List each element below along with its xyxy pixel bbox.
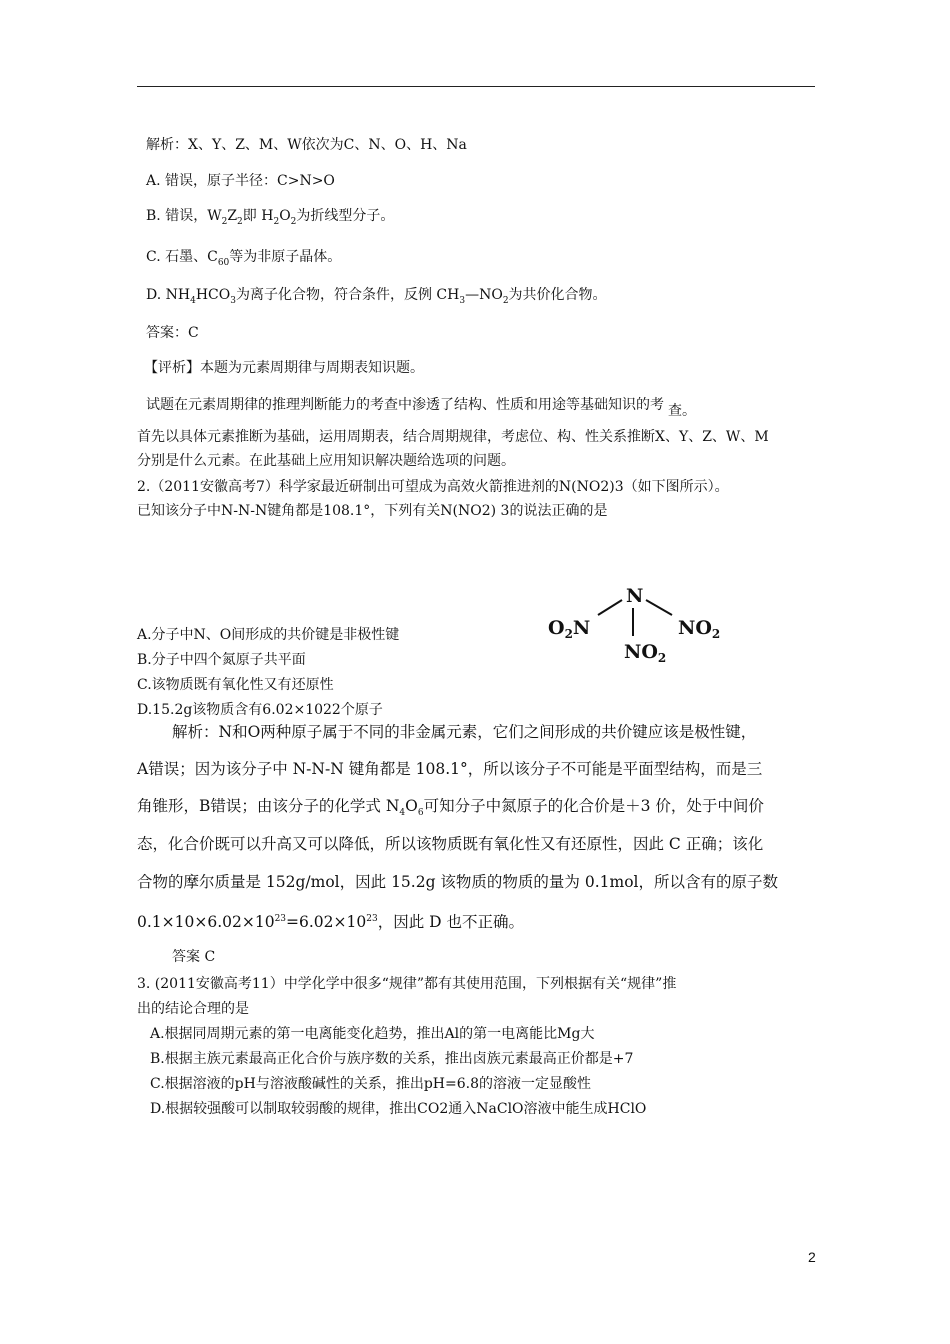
molecule-left-group: $O_2N$ bbox=[548, 617, 591, 641]
question-3-option-d: D.根据较强酸可以制取较弱酸的规律，推出CO2通入NaClO溶液中能生成HClO bbox=[150, 1101, 647, 1117]
analysis-intro: 解析：X、Y、Z、M、W依次为C、N、O、H、Na bbox=[146, 137, 467, 153]
question-2-option-a: A.分子中N、O间形成的共价键是非极性键 bbox=[137, 627, 400, 643]
molecule-right-group: $NO_2$ bbox=[678, 617, 721, 641]
page-number: 2 bbox=[808, 1249, 816, 1265]
nitro-molecule-diagram bbox=[540, 578, 730, 668]
question-2-stem-1: 2.（2011安徽高考7）科学家最近研制出可望成为高效火箭推进剂的N(NO2)3（如下图所示）。 bbox=[137, 479, 729, 495]
question-2-analysis-4: 态，化合价既可以升高又可以降低，所以该物质既有氧化性又有还原性，因此 C 正确；该化 bbox=[137, 835, 764, 853]
review-title: 【评析】本题为元素周期律与周期表知识题。 bbox=[144, 360, 424, 376]
question-3-option-a: A.根据同周期元素的第一电离能变化趋势，推出Al的第一电离能比Mg大 bbox=[150, 1026, 595, 1042]
analysis-answer: 答案：C bbox=[146, 325, 199, 341]
review-line-1: 试题在元素周期律的推理判断能力的考查中渗透了结构、性质和用途等基础知识的考 查。 bbox=[146, 397, 696, 419]
question-2-analysis-5: 合物的摩尔质量是 152g/mol，因此 15.2g 该物质的物质的量为 0.1mol，所以含有的原子数 bbox=[137, 873, 778, 891]
question-2-analysis-2: A错误；因为该分子中 N-N-N 键角都是 108.1°，所以该分子不可能是平面型结构，而是三 bbox=[137, 760, 763, 778]
bond-right bbox=[646, 600, 672, 615]
question-3-option-b: B.根据主族元素最高正化合价与族序数的关系，推出卤族元素最高正价都是+7 bbox=[150, 1051, 634, 1067]
analysis-option-b: B. 错误，$W_2Z_2$即 $H_2O_2$为折线型分子。 bbox=[146, 208, 395, 227]
question-2-option-d: D.15.2g该物质含有6.02×1022个原子 bbox=[137, 702, 383, 718]
molecule-center-n: N bbox=[626, 585, 644, 607]
question-3-stem-2: 出的结论合理的是 bbox=[137, 1001, 249, 1017]
molecule-bottom-group: $NO_2$ bbox=[624, 641, 667, 665]
analysis-option-c: C. 石墨、$C_{60}$等为非原子晶体。 bbox=[146, 249, 342, 268]
question-2-analysis-1: 解析：N和O两种原子属于不同的非金属元素，它们之间形成的共价键应该是极性键， bbox=[172, 723, 757, 741]
question-2-option-c: C.该物质既有氧化性又有还原性 bbox=[137, 677, 334, 693]
analysis-option-a: A. 错误，原子半径：C>N>O bbox=[146, 173, 335, 189]
header-rule bbox=[137, 86, 815, 87]
review-line-3: 分别是什么元素。在此基础上应用知识解决题给选项的问题。 bbox=[137, 453, 515, 469]
question-3-option-c: C.根据溶液的pH与溶液酸碱性的关系，推出pH=6.8的溶液一定显酸性 bbox=[150, 1076, 591, 1092]
bond-left bbox=[598, 600, 622, 615]
question-2-analysis-3: 角锥形，B错误；由该分子的化学式 $N_4O_6$可知分子中氮原子的化合价是＋3 价，处于中间价 bbox=[137, 797, 764, 819]
question-2-answer: 答案 C bbox=[172, 949, 216, 965]
question-2-analysis-6: $0.1\times 10\times 6.02\times 10^{23}=6.02\times 10^{23}$，因此 D 也不正确。 bbox=[137, 913, 524, 932]
question-3-stem-1: 3. (2011安徽高考11）中学化学中很多“规律”都有其使用范围，下列根据有关“规律”推 bbox=[137, 976, 677, 992]
review-line-2: 首先以具体元素推断为基础，运用周期表，结合周期规律，考虑位、构、性关系推断X、Y、Z、W、M bbox=[137, 429, 769, 445]
analysis-option-d: D. $NH_4HCO_3$为离子化合物，符合条件，反例 $CH_3—NO_2$为共价化合物。 bbox=[146, 287, 607, 306]
question-2-option-b: B.分子中四个氮原子共平面 bbox=[137, 652, 306, 668]
question-2-stem-2: 已知该分子中N-N-N键角都是108.1°，下列有关N(NO2) 3的说法正确的是 bbox=[137, 503, 608, 519]
